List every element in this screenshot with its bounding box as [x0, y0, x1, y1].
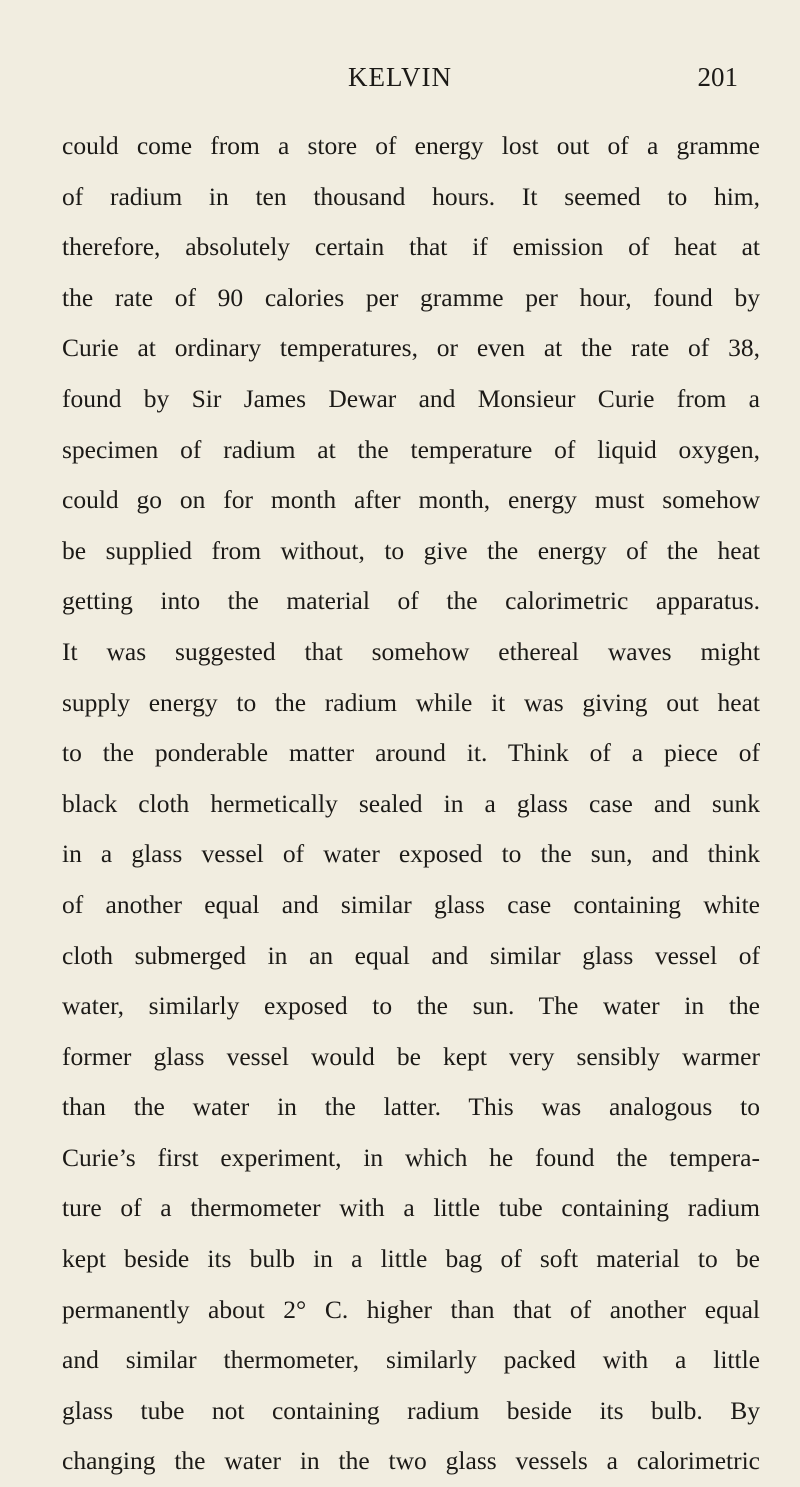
body-text: [62, 121, 760, 1487]
page-number: 201: [697, 62, 738, 92]
text-line: supply energy to the radium while it was giving out heat: [62, 687, 760, 717]
text-line: getting into the material of the calorimetric apparatus.: [62, 586, 760, 616]
text-line: of radium in ten thousand hours. It seemed to him,: [62, 181, 760, 211]
text-line: Curie’s first experiment, in which he found the tempera-: [62, 1142, 760, 1172]
text-line: specimen of radium at the temperature of liquid oxygen,: [62, 434, 760, 464]
text-line: black cloth hermetically sealed in a glass case and sunk: [62, 788, 760, 818]
text-line: found by Sir James Dewar and Monsieur Curie from a: [62, 383, 760, 413]
text-line: could go on for month after month, energy must somehow: [62, 485, 760, 515]
running-head: [0, 62, 800, 102]
text-line: kept beside its bulb in a little bag of soft material to be: [62, 1244, 760, 1274]
text-line: cloth submerged in an equal and similar glass vessel of: [62, 940, 760, 970]
text-line: in a glass vessel of water exposed to the sun, and think: [62, 839, 760, 869]
running-title: KELVIN: [348, 62, 452, 92]
text-line: and similar thermometer, similarly packed with a little: [62, 1345, 760, 1375]
text-line: glass tube not containing radium beside its bulb. By: [62, 1395, 760, 1425]
text-line: to the ponderable matter around it. Think of a piece of: [62, 738, 760, 768]
text-line: permanently about 2° C. higher than that of another equal: [62, 1294, 760, 1324]
text-line: ture of a thermometer with a little tube containing radium: [62, 1193, 760, 1223]
text-line: be supplied from without, to give the energy of the heat: [62, 535, 760, 565]
text-line: could come from a store of energy lost out of a gramme: [62, 131, 760, 160]
text-line: changing the water in the two glass vessels a calorimetric: [62, 1446, 760, 1476]
text-line: water, similarly exposed to the sun. The water in the: [62, 991, 760, 1021]
text-line: than the water in the latter. This was analogous to: [62, 1092, 760, 1122]
text-line: therefore, absolutely certain that if emission of heat at: [62, 232, 760, 262]
text-line: Curie at ordinary temperatures, or even at the rate of 38,: [62, 333, 760, 363]
text-line: the rate of 90 calories per gramme per hour, found by: [62, 282, 760, 312]
text-line: It was suggested that somehow ethereal waves might: [62, 636, 760, 666]
text-line: former glass vessel would be kept very sensibly warmer: [62, 1041, 760, 1071]
text-line: of another equal and similar glass case containing white: [62, 889, 760, 919]
